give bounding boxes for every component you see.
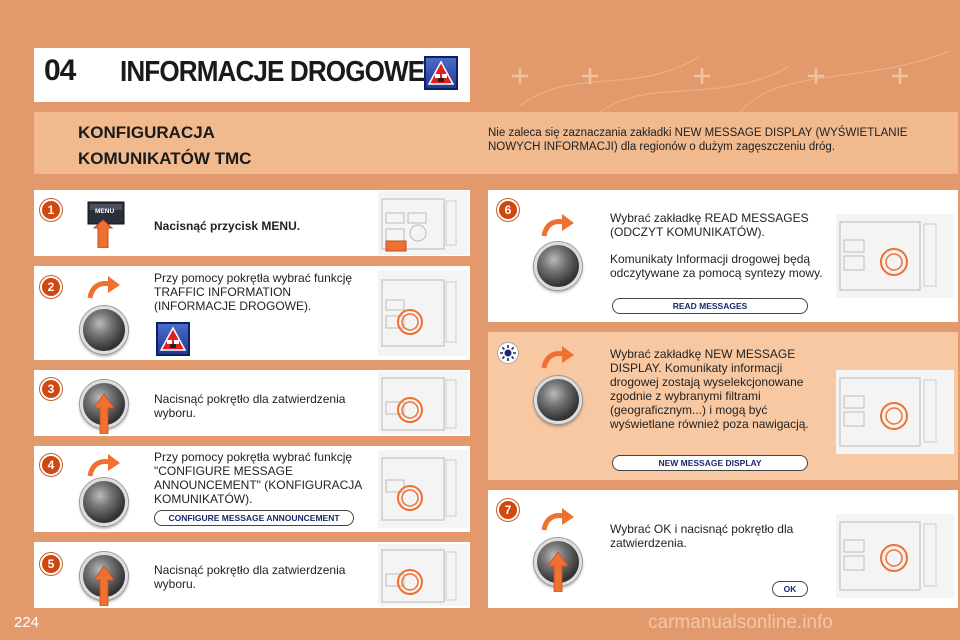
step-badge: 1 bbox=[40, 199, 62, 221]
section-title bbox=[78, 120, 251, 172]
section-title-line2: KOMUNIKATÓW TMC bbox=[78, 149, 252, 168]
step-6-text: Wybrać zakładkę READ MESSAGES (ODCZYT KOMUNIKATÓW). bbox=[610, 211, 809, 239]
curved-arrow-icon bbox=[540, 508, 574, 539]
step-5-text: Nacisnąć pokrętło dla zatwierdzenia wyboru. bbox=[154, 563, 346, 591]
section-title-line1: KONFIGURACJA bbox=[78, 123, 215, 142]
sun-tip-icon bbox=[497, 342, 519, 364]
step-4-text: Przy pomocy pokrętła wybrać funkcję "CONFIGURE MESSAGE ANNOUNCEMENT" (KONFIGURACJA KOMUNIKATÓW). bbox=[154, 450, 362, 506]
curved-arrow-icon bbox=[540, 346, 574, 377]
read-messages-pill: READ MESSAGES bbox=[612, 298, 808, 314]
control-panel-icon bbox=[378, 450, 468, 528]
rotary-knob-icon bbox=[534, 242, 582, 290]
rotary-knob-icon bbox=[534, 376, 582, 424]
control-panel-icon bbox=[378, 372, 468, 434]
intro-note: Nie zaleca się zaznaczania zakładki NEW MESSAGE DISPLAY (WYŚWIETLANIE NOWYCH INFORMACJI) dla regionów o dużym zagęszczeniu dróg. bbox=[488, 127, 908, 153]
control-panel-icon bbox=[378, 270, 468, 356]
chapter-number: 04 bbox=[44, 54, 76, 87]
control-panel-icon bbox=[378, 544, 468, 606]
menu-button-label: MENU bbox=[95, 208, 115, 215]
step-badge: 7 bbox=[497, 499, 519, 521]
control-panel-icon bbox=[836, 370, 954, 454]
new-message-display-text: Wybrać zakładkę NEW MESSAGE DISPLAY. Komunikaty informacji drogowej zostają wyselekcjonowane zgodnie z wybranymi filtrami (geograficznym...) i mogą być wyświetlane również poza nawigacją. bbox=[610, 347, 809, 431]
chapter-title: INFORMACJE DROGOWE bbox=[120, 56, 425, 88]
control-panel-icon bbox=[836, 514, 954, 598]
press-arrow-icon bbox=[548, 552, 568, 597]
step-7-text: Wybrać OK i nacisnąć pokrętło dla zatwierdzenia. bbox=[610, 522, 794, 550]
step-badge: 2 bbox=[40, 276, 62, 298]
curved-arrow-icon bbox=[86, 276, 120, 307]
page-number: 224 bbox=[14, 614, 40, 631]
step-1-text: Nacisnąć przycisk MENU. bbox=[154, 219, 301, 233]
decorative-pattern bbox=[480, 46, 960, 112]
step-badge: 3 bbox=[40, 378, 62, 400]
step-badge: 4 bbox=[40, 454, 62, 476]
rotary-knob-icon bbox=[80, 306, 128, 354]
step-badge: 6 bbox=[497, 199, 519, 221]
step-2-text: Przy pomocy pokrętła wybrać funkcję TRAFFIC INFORMATION (INFORMACJE DROGOWE). bbox=[154, 271, 353, 313]
control-panel-icon bbox=[836, 214, 954, 298]
site-watermark: carmanualsonline.info bbox=[648, 612, 833, 633]
configure-message-announcement-pill: CONFIGURE MESSAGE ANNOUNCEMENT bbox=[154, 510, 354, 526]
step-3-text: Nacisnąć pokrętło dla zatwierdzenia wyboru. bbox=[154, 392, 346, 420]
press-arrow-icon bbox=[94, 566, 114, 611]
tmc-traffic-icon bbox=[424, 56, 458, 90]
control-panel-icon bbox=[378, 191, 468, 255]
menu-button-icon bbox=[84, 196, 128, 253]
rotary-knob-icon bbox=[80, 478, 128, 526]
tmc-traffic-icon bbox=[156, 322, 190, 356]
step-badge: 5 bbox=[40, 553, 62, 575]
step-6-text2: Komunikaty Informacji drogowej będą odczytywane za pomocą syntezy mowy. bbox=[610, 252, 823, 280]
new-message-display-pill: NEW MESSAGE DISPLAY bbox=[612, 455, 808, 471]
ok-pill: OK bbox=[772, 581, 808, 597]
press-arrow-icon bbox=[94, 394, 114, 439]
curved-arrow-icon bbox=[540, 214, 574, 245]
